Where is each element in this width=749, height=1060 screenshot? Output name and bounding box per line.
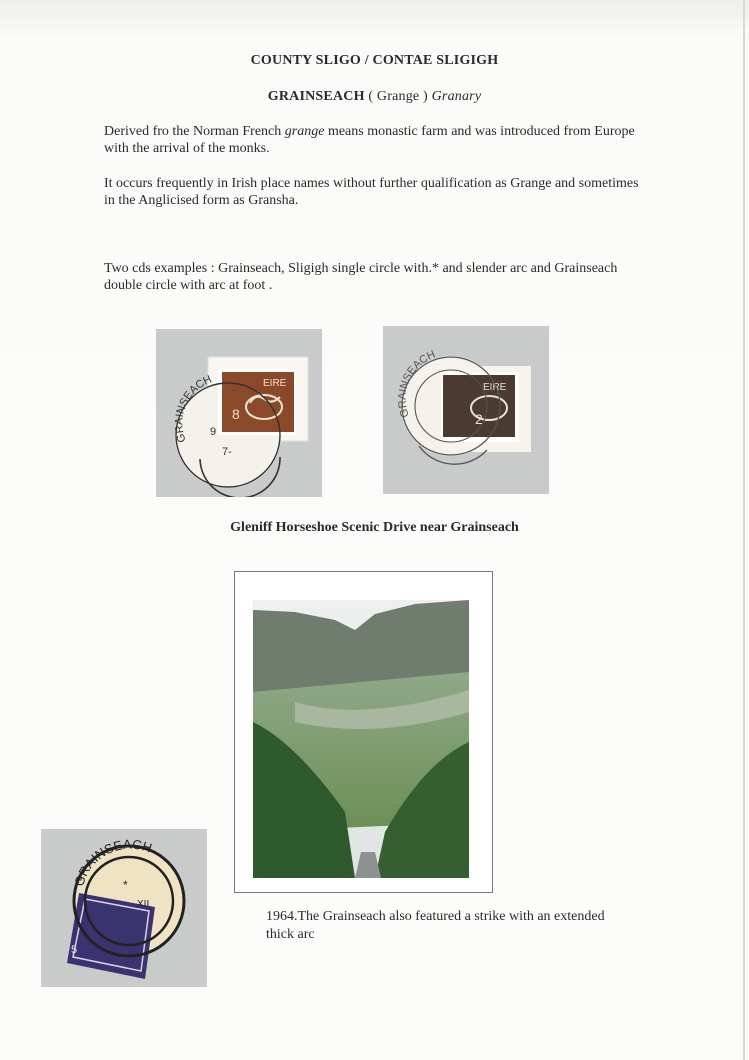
stamp-1-date: 7- xyxy=(222,446,232,458)
stamp-1-postmark-text: GRAINSEACH xyxy=(173,373,214,444)
stamp-1-image xyxy=(156,329,322,497)
page-subtitle xyxy=(0,89,749,105)
page-title: COUNTY SLIGO / CONTAE SLIGIGH xyxy=(250,53,499,68)
stamp-1-numeral: 9 xyxy=(210,426,217,438)
stamp-3-star: * xyxy=(123,878,128,892)
stamp-2-value: 2 xyxy=(475,411,483,427)
paragraph-origin-text-end: means monastic farm and was introduced from Europe with the arrival of the monks. xyxy=(104,124,635,156)
stamp-2-image xyxy=(383,326,549,494)
subtitle-main: GRAINSEACH xyxy=(267,89,365,104)
stamp-3-month: XII xyxy=(137,899,150,910)
stamp-1-value: 8 xyxy=(232,406,240,422)
stamp-3-value: 5 xyxy=(71,944,78,956)
stamp-card-3 xyxy=(41,829,207,987)
paragraph-examples: Two cds examples : Grainseach, Sligigh single circle with.* and slender arc and Grainseach double circle with arc at foot . xyxy=(104,261,618,293)
paragraph-origin xyxy=(104,123,644,157)
stamp-card-1 xyxy=(156,329,322,497)
subtitle-meaning: Granary xyxy=(431,89,482,104)
stamp-2-postmark-text: GRAINSEACH xyxy=(396,348,438,419)
paragraph-origin-text: Derived fro the Norman French xyxy=(104,124,285,139)
photo-caption: Gleniff Horseshoe Scenic Drive near Grainseach xyxy=(230,520,519,535)
paragraph-origin-italic: grange xyxy=(284,124,325,139)
bottom-caption: 1964.The Grainseach also featured a strike with an extended thick arc xyxy=(266,909,605,942)
stamp-3-postmark-text: GRAINSEACH xyxy=(71,836,154,888)
photo-frame xyxy=(234,571,493,893)
stamp-1-country: EIRE xyxy=(263,378,287,389)
stamp-2-country: EIRE xyxy=(483,382,507,393)
subtitle-english: ( Grange ) xyxy=(368,89,428,104)
paragraph-usage: It occurs frequently in Irish place names without further qualification as Grange and sometimes in the Anglicised form as Gransha. xyxy=(104,176,639,208)
stamp-3-image xyxy=(41,829,207,987)
stamp-card-2 xyxy=(383,326,549,494)
landscape-photo xyxy=(235,572,492,892)
